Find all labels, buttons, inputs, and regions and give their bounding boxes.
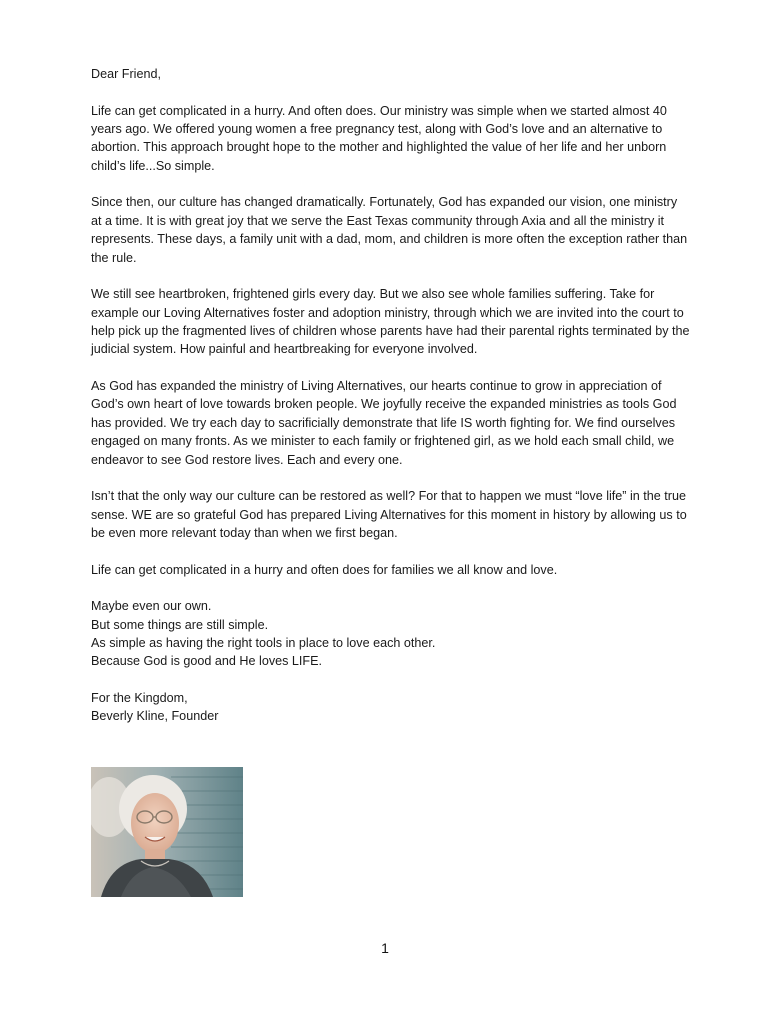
page-number: 1 [381, 940, 389, 956]
closing-line-2: But some things are still simple. [91, 617, 269, 632]
portrait-graphic [91, 767, 243, 897]
paragraph-4: As God has expanded the ministry of Living Alternatives, our hearts continue to grow in appreciation of God’s own heart of love towards broken people. We joyfully receive the expanded ministries as tools God has provided. We try each day to sacrificially demonstrate that life IS worth fighting for. We find ourselves engaged on many fronts. As we minister to each family or frightened girl, as we hold each small child, we endeavor to see God restore lives. Each and every one. [91, 379, 677, 467]
paragraph-1: Life can get complicated in a hurry. And often does. Our ministry was simple when we started almost 40 years ago. We offered young women a free pregnancy test, along with God’s love and an alternative to abortion. This approach brought hope to the mother and highlighted the value of her life and her unborn child’s life...So simple. [91, 103, 667, 173]
signature: Beverly Kline, Founder [91, 709, 219, 724]
closing-lines [91, 597, 691, 671]
paragraph-3: We still see heartbroken, frightened girls every day. But we also see whole families suffering. Take for example our Loving Alternatives foster and adoption ministry, through which we are invited into the court to help pick up the fragmented lives of children whose parents have had their parental rights terminated by the judicial system. How painful and heartbreaking for everyone involved. [91, 287, 690, 357]
salutation: Dear Friend, [91, 67, 161, 81]
closing-line-3: As simple as having the right tools in place to love each other. [91, 636, 436, 651]
paragraph-5: Isn’t that the only way our culture can be restored as well? For that to happen we must “love life” in the true sense. WE are so grateful God has prepared Living Alternatives for this moment in history by allowing us to be even more relevant today than when we first began. [91, 489, 687, 541]
founder-portrait-icon [91, 767, 243, 897]
signature-block [91, 689, 691, 726]
paragraph-6: Life can get complicated in a hurry and often does for families we all know and love. [91, 562, 558, 577]
closing-line-1: Maybe even our own. [91, 599, 212, 614]
paragraph-2: Since then, our culture has changed dramatically. Fortunately, God has expanded our vision, one ministry at a time. It is with great joy that we serve the East Texas community through Axia and all the ministry it represents. These days, a family unit with a dad, mom, and children is more often the exception rather than the rule. [91, 195, 688, 265]
letter-body [91, 65, 691, 728]
sign-off: For the Kingdom, [91, 691, 188, 706]
closing-line-4: Because God is good and He loves LIFE. [91, 654, 323, 669]
